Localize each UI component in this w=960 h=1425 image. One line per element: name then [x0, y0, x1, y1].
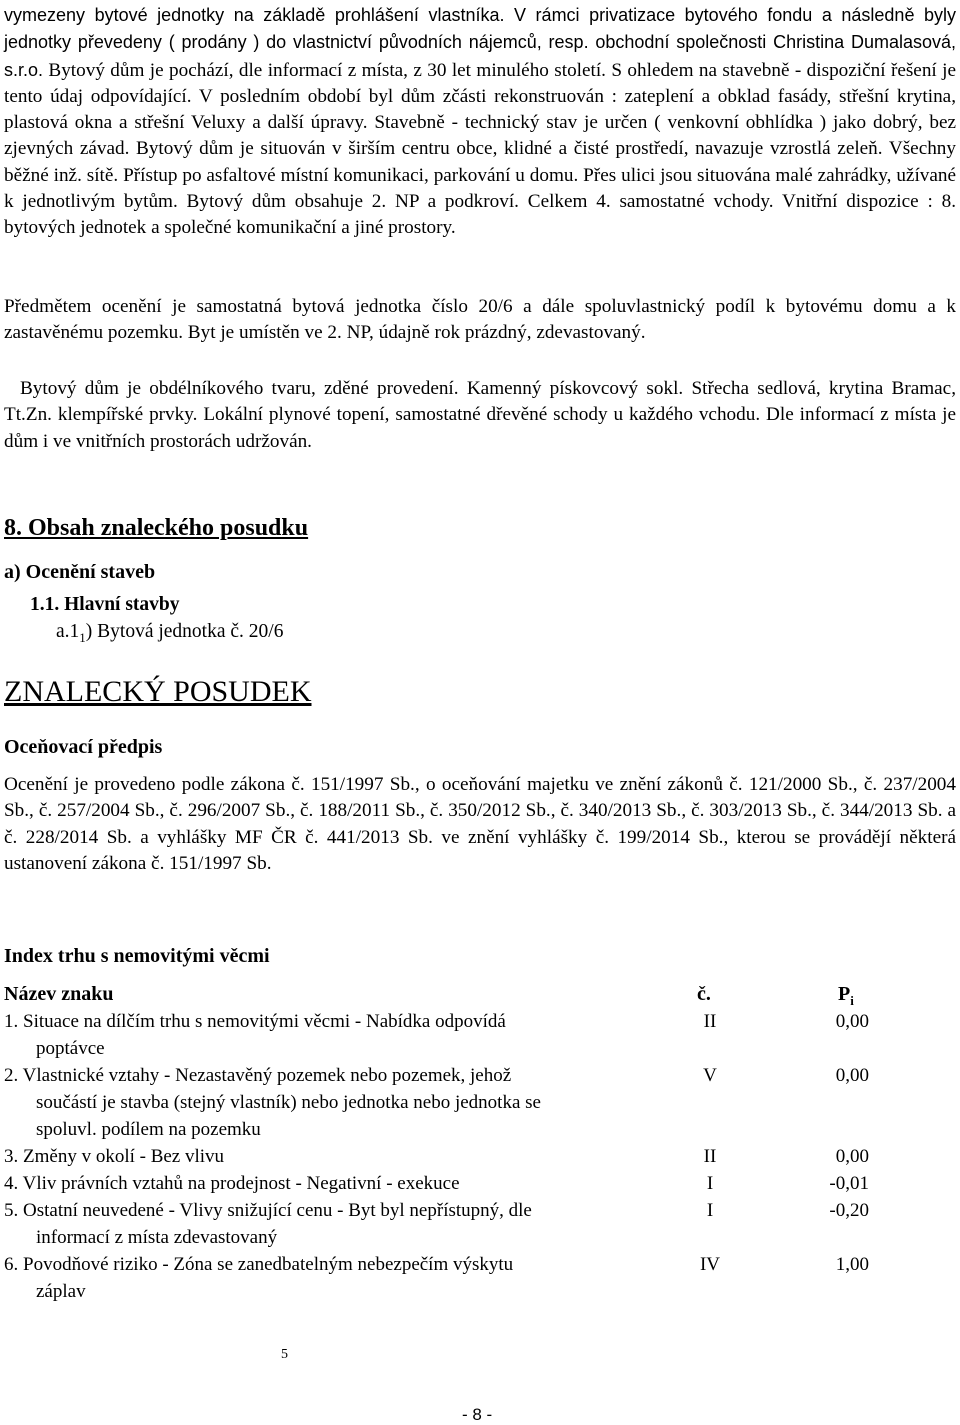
- item-a11-heading: [56, 621, 283, 643]
- subsection-1-1-heading: 1.1. Hlavní stavby: [30, 594, 180, 615]
- intro-sans-text: vymezeny bytové jednotky na základě prohlášení vlastníka. V rámci privatizace bytového fondu a následně byly jednotky převedeny ( prodány ) do vlastnictví původních nájemců, resp. obchodní společnosti Christina Dumalasová, s.r.o.: [4, 5, 956, 80]
- row-text-line: záplav: [36, 1281, 86, 1302]
- row-value: -0,01: [829, 1173, 869, 1194]
- row-value: 0,00: [835, 1011, 869, 1032]
- header-name: Název znaku: [4, 983, 114, 1005]
- item-a11-subscript: 1: [79, 629, 86, 645]
- item-a11-text: ) Bytová jednotka č. 20/6: [85, 621, 284, 642]
- row-text-line: 3. Změny v okolí - Bez vlivu: [4, 1146, 225, 1167]
- item-a11-prefix: a.1: [56, 621, 80, 642]
- row-class: IV: [699, 1254, 721, 1275]
- market-index-heading: Index trhu s nemovitými věcmi: [4, 945, 270, 967]
- pricing-regulation-paragraph: [4, 772, 956, 877]
- pricing-regulation-heading: Oceňovací předpis: [4, 736, 163, 758]
- subject-text: Předmětem ocenění je samostatná bytová jednotka číslo 20/6 a dále spoluvlastnický podíl k bytovému domu a k zastavěnému pozemku. Byt je umístěn ve 2. NP, údajně rok prázdný, zdevastovaný.: [4, 296, 956, 344]
- section-8-heading: 8. Obsah znaleckého posudku: [4, 515, 309, 541]
- row-text-line: 4. Vliv právních vztahů na prodejnost - Negativní - exekuce: [4, 1173, 460, 1194]
- row-text-line: 1. Situace na dílčím trhu s nemovitými věcmi - Nabídka odpovídá: [4, 1011, 506, 1032]
- row-class: II: [703, 1011, 717, 1032]
- row-class: V: [703, 1065, 717, 1086]
- intro-serif-text: Bytový dům je pochází, dle informací z místa, z 30 let minulého století. S ohledem na stavebně - dispoziční řešení je tento údaj odpovídající. V posledním období byl dům zčásti rekonstruován : zateplení a obklad fasády, střešní krytina, plastová okna a střešní Veluxy a další úpravy. Stavebně - technický stav je určen ( venkovní obhlídka ) jako dobrý, bez zjevných závad. Bytový dům je situován v širším centru obce, klidné a čisté prostředí, navazuje vzrostlá zeleň. Všechny běžné inž. sítě. Přístup po asfaltové místní komunikaci, parkování u domu. Přes ulici jsou situována malé zahrádky, užívané k jednotlivým bytům. Bytový dům obsahuje 2. NP a podkroví. Celkem 4. samostatné vchody. Vnitřní dispozice : 8. bytových jednotek a společné komunikační a jiné prostory.: [4, 59, 956, 239]
- row-text-line: součástí je stavba (stejný vlastník) nebo jednotka nebo jednotka se: [36, 1092, 541, 1113]
- intro-paragraph: [4, 2, 956, 242]
- row-value: 1,00: [835, 1254, 869, 1275]
- row-value: 0,00: [835, 1146, 869, 1167]
- description-text: Bytový dům je obdélníkového tvaru, zděné provedení. Kamenný pískovcový sokl. Střecha sedlová, krytina Bramac, Tt.Zn. klempířské prvky. Lokální plynové topení, samostatné dřevěné schody u každého vchodu. Dle informací z místa je dům i ve vnitřních prostorách udržován.: [4, 378, 956, 452]
- row-text-line: 2. Vlastnické vztahy - Nezastavěný pozemek nebo pozemek, jehož: [4, 1065, 512, 1086]
- subject-paragraph: [4, 294, 956, 347]
- section-a-heading: a) Ocenění staveb: [4, 561, 156, 583]
- description-paragraph: [4, 376, 956, 455]
- row-value: -0,20: [829, 1200, 869, 1221]
- row-class: I: [706, 1173, 714, 1194]
- header-p-subscript: i: [850, 993, 854, 1008]
- row-text-line: spoluvl. podílem na pozemku: [36, 1119, 261, 1140]
- page-number: - 8 -: [462, 1405, 493, 1424]
- row-value: 0,00: [835, 1065, 869, 1086]
- header-c: č.: [697, 983, 711, 1005]
- row-text-line: 5. Ostatní neuvedené - Vlivy snižující cenu - Byt byl nepřístupný, dle: [4, 1200, 532, 1221]
- header-p-letter: P: [838, 983, 851, 1005]
- footnote-marker: 5: [281, 1347, 288, 1362]
- report-title: ZNALECKÝ POSUDEK: [4, 675, 312, 708]
- row-text-line: informací z místa zdevastovaný: [36, 1227, 278, 1248]
- row-text-line: 6. Povodňové riziko - Zóna se zanedbatelným nebezpečím výskytu: [4, 1254, 514, 1275]
- header-p: [838, 981, 854, 1008]
- pricing-regulation-text: Ocenění je provedeno podle zákona č. 151/1997 Sb., o oceňování majetku ve znění zákonů č. 121/2000 Sb., č. 237/2004 Sb., č. 257/2004 Sb., č. 296/2007 Sb., č. 188/2011 Sb., č. 350/2012 Sb., č. 340/2013 Sb., č. 303/2013 Sb., č. 344/2013 Sb. a č. 228/2014 Sb. a vyhlášky MF ČR č. 441/2013 Sb. ve znění vyhlášky č. 199/2014 Sb., kterou se provádějí některá ustanovení zákona č. 151/1997 Sb.: [4, 774, 956, 874]
- row-class: I: [706, 1200, 714, 1221]
- row-class: II: [703, 1146, 717, 1167]
- row-text-line: poptávce: [36, 1038, 105, 1059]
